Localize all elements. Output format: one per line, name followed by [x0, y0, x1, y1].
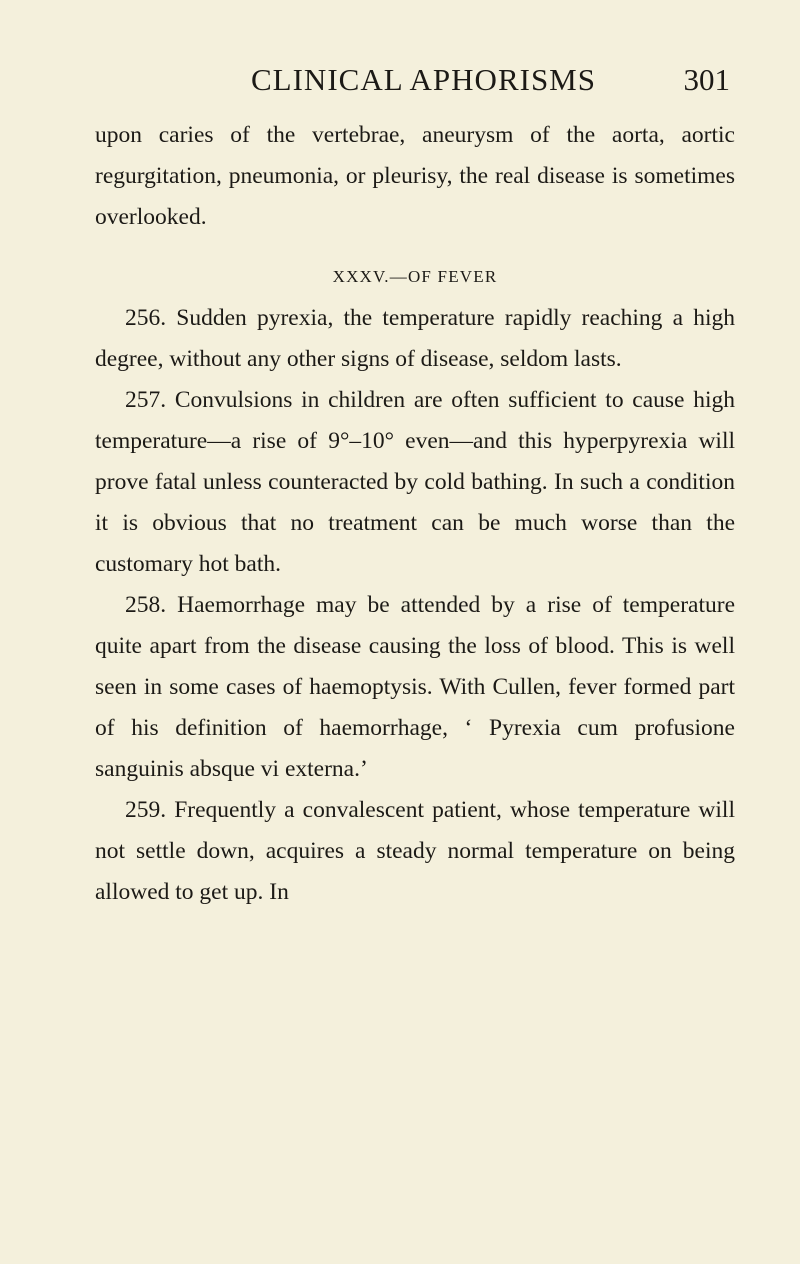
body-text: [95, 115, 735, 913]
paragraph-258: 258. Haemorrhage may be attended by a rise of temperature quite apart from the disease causing the loss of blood. This is well seen in some cases of haemoptysis. With Cullen, fever formed part of his definition of haemorrhage, ‘ Pyrexia cum profusione sanguinis absque vi externa.’: [95, 592, 735, 782]
page-header: [95, 60, 730, 104]
section-heading: XXXV.—OF FEVER: [332, 267, 498, 286]
running-title: CLINICAL APHORISMS: [251, 62, 596, 97]
paragraph-256: 256. Sudden pyrexia, the temperature rapidly reaching a high degree, without any other signs of disease, seldom lasts.: [95, 305, 735, 372]
paragraph-257: 257. Convulsions in children are often sufficient to cause high temperature—a rise of 9°–10° even—and this hyperpyrexia will prove fatal unless counteracted by cold bathing. In such a condition it is obvious that no treatment can be much worse than the customary hot bath.: [95, 387, 735, 577]
continuation-paragraph: upon caries of the vertebrae, aneurysm of the aorta, aortic regurgitation, pneumonia, or pleurisy, the real disease is sometimes overlooked.: [95, 122, 735, 230]
paragraph-259: 259. Frequently a convalescent patient, whose temperature will not settle down, acquires a steady normal temperature on being allowed to get up. In: [95, 797, 735, 905]
page-number: 301: [683, 62, 730, 97]
